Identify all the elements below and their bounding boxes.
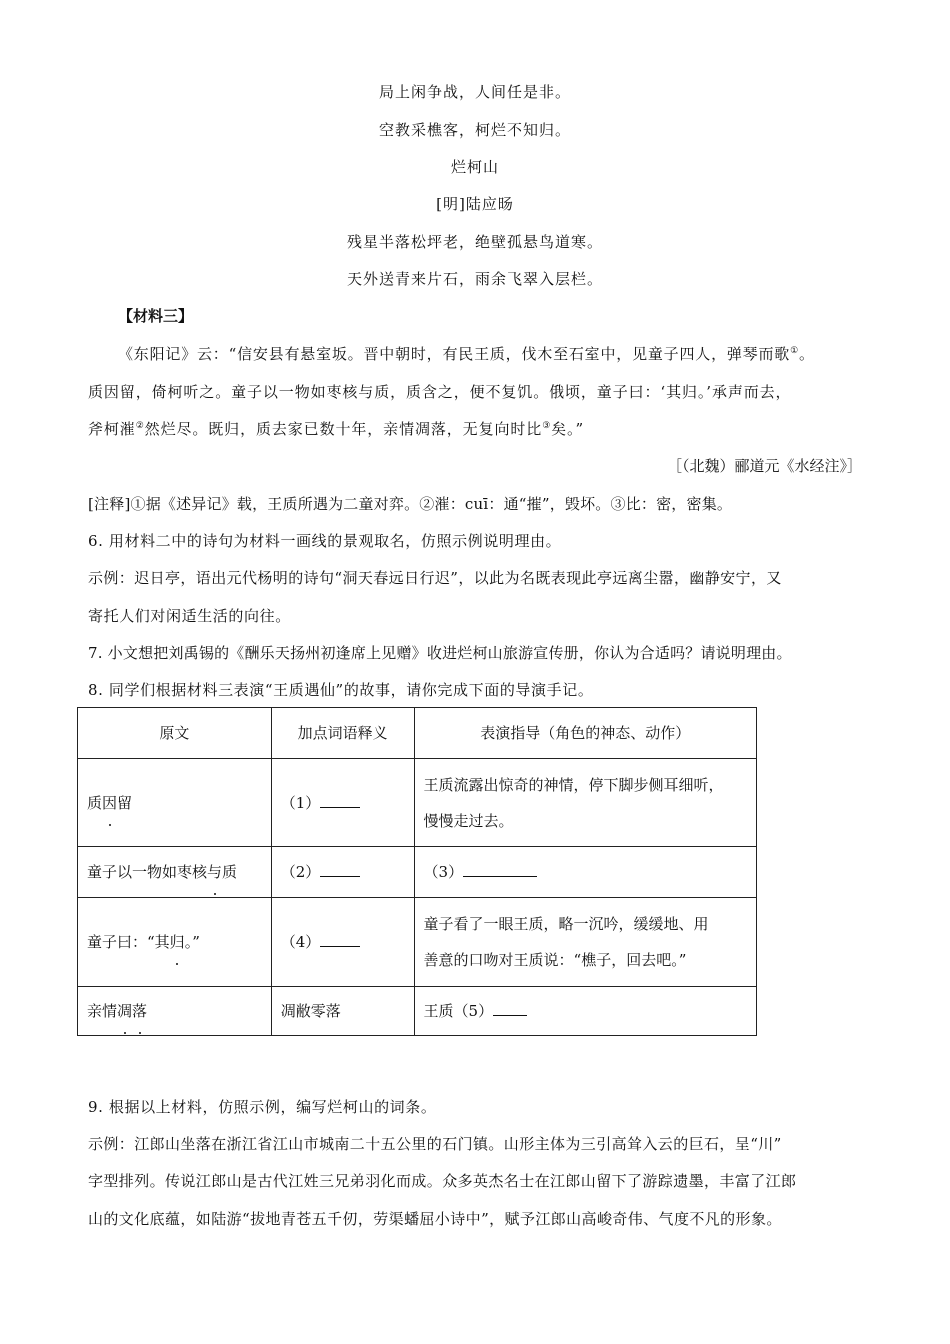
cell-meaning [271, 847, 414, 898]
question-6: 6. 用材料二中的诗句为材料一画线的景观取名，仿照示例说明理由。 [88, 532, 562, 550]
question-6-example-line1: 示例：迟日亭，语出元代杨明的诗句“洞天春远日行迟”，以此为名既表现此亭远离尘嚣，幽静安宁，又 [88, 569, 782, 587]
answer-blank-5[interactable] [493, 1001, 527, 1016]
text: 留 [117, 793, 133, 812]
director-notes-table [77, 707, 757, 1036]
cell-original [78, 898, 272, 987]
material3-text: 然烂尽。既归，质去家已数十年，亲情凋落，无复向时比 [144, 420, 543, 438]
cell-guide [414, 987, 756, 1036]
material3-paragraph-line2: 质因留，倚柯听之。童子以一物如枣核与质，质含之，便不复饥。俄顷，童子曰：‘其归。’承声而去， [88, 383, 792, 401]
poem2-line2: 天外送青来片石，雨余飞翠入层栏。 [346, 270, 603, 288]
guide-text: 善意的口吻对王质说：“樵子，回去吧。” [423, 951, 687, 969]
dotted-word: 落 [132, 993, 147, 1029]
answer-label: （3） [423, 863, 464, 881]
material3-heading: 【材料三】 [118, 307, 194, 325]
cell-meaning: 凋敝零落 [271, 987, 414, 1036]
answer-blank-3[interactable] [463, 862, 537, 877]
question-7: 7. 小文想把刘禹锡的《酬乐天扬州初逢席上见赠》收进烂柯山旅游宣传册，你认为合适吗？请说明理由。 [88, 644, 792, 662]
question-8: 8. 同学们根据材料三表演“王质遇仙”的故事，请你完成下面的导演手记。 [88, 681, 594, 699]
answer-blank-1[interactable] [320, 793, 360, 808]
poem1-line2: 空教采樵客，柯烂不知归。 [378, 121, 571, 139]
question-6-example-line2: 寄托人们对闲适生活的向往。 [88, 607, 291, 625]
header-performance-guide: 表演指导（角色的神态、动作） [414, 708, 756, 759]
table-row [78, 847, 757, 898]
poem1-line1: 局上闲争战，人间任是非。 [378, 83, 571, 101]
material3-paragraph-line1 [118, 344, 815, 364]
material3-text: 斧柯漼 [88, 420, 136, 438]
text: 。” [184, 933, 200, 951]
header-original-text: 原文 [78, 708, 272, 759]
text: 质 [87, 793, 103, 812]
guide-text: 童子看了一眼王质，略一沉吟，缓缓地、用 [423, 915, 709, 933]
text: 亲情 [87, 1002, 118, 1020]
poem2-author: [明]陆应旸 [436, 195, 514, 213]
text: 质 [222, 863, 238, 881]
question-9-example-line2: 字型排列。传说江郎山是古代江姓三兄弟羽化而成。众多英杰名士在江郎山留下了游踪遗墨，丰富了江郎 [88, 1172, 797, 1190]
table-row [78, 898, 757, 987]
cell-original [78, 987, 272, 1036]
cell-original [78, 759, 272, 847]
poem2-line1: 残星半落松坪老，绝壁孤悬鸟道寒。 [346, 233, 603, 251]
cell-guide [414, 759, 756, 847]
material3-text: 矣。” [551, 420, 585, 438]
question-9-example-line1: 示例：江郎山坐落在浙江省江山市城南二十五公里的石门镇。山形主体为三引高耸入云的巨石，呈“川” [88, 1135, 782, 1153]
cell-original [78, 847, 272, 898]
text: 童子以一物如枣核 [87, 863, 208, 881]
dotted-word: 凋 [117, 993, 132, 1029]
cell-meaning [271, 759, 414, 847]
question-9-example-line3: 山的文化底蕴，如陆游“拔地青苍五千仞，劳渠蟠屈小诗中”，赋予江郎山高峻奇伟、气度不凡的形象。 [88, 1210, 782, 1228]
text: 童子曰：“其 [87, 933, 170, 951]
material3-text: 《东阳记》云：“信安县有悬室坂。晋中朝时，有民王质，伐木至石室中，见童子四人，弹琴而歌 [118, 345, 791, 363]
material3-source: ［（北魏）郦道元《水经注》］ [666, 457, 862, 475]
material3-paragraph-line3 [88, 419, 584, 439]
answer-blank-4[interactable] [320, 932, 360, 947]
material3-text: 。 [798, 345, 815, 363]
dotted-word: 归 [170, 924, 185, 960]
footnote-marker-3: ③ [542, 421, 552, 431]
header-word-meaning: 加点词语释义 [271, 708, 414, 759]
guide-text: 王质流露出惊奇的神情，停下脚步侧耳细听， [423, 775, 724, 794]
table-row [78, 759, 757, 847]
dotted-word: 因 [102, 785, 117, 821]
poem2-title: 烂柯山 [450, 158, 499, 176]
table-row [78, 987, 757, 1036]
footnote-marker-1: ① [790, 346, 799, 356]
cell-guide [414, 898, 756, 987]
answer-label: （1） [280, 793, 321, 812]
answer-blank-2[interactable] [320, 862, 360, 877]
answer-label: （2） [280, 863, 321, 881]
cell-guide [414, 847, 756, 898]
dotted-word: 与 [207, 854, 222, 890]
material3-note: [注释]①据《述异记》载，王质所遇为二童对弈。②漼：cuī：通“摧”，毁坏。③比：密，密集。 [88, 495, 733, 513]
guide-text: 慢慢走过去。 [423, 811, 514, 830]
question-9: 9. 根据以上材料，仿照示例，编写烂柯山的词条。 [88, 1098, 437, 1116]
answer-label: （4） [280, 933, 321, 951]
table-header-row [78, 708, 757, 759]
answer-label: 王质（5） [423, 1002, 494, 1020]
footnote-marker-2: ② [135, 421, 145, 431]
cell-meaning [271, 898, 414, 987]
